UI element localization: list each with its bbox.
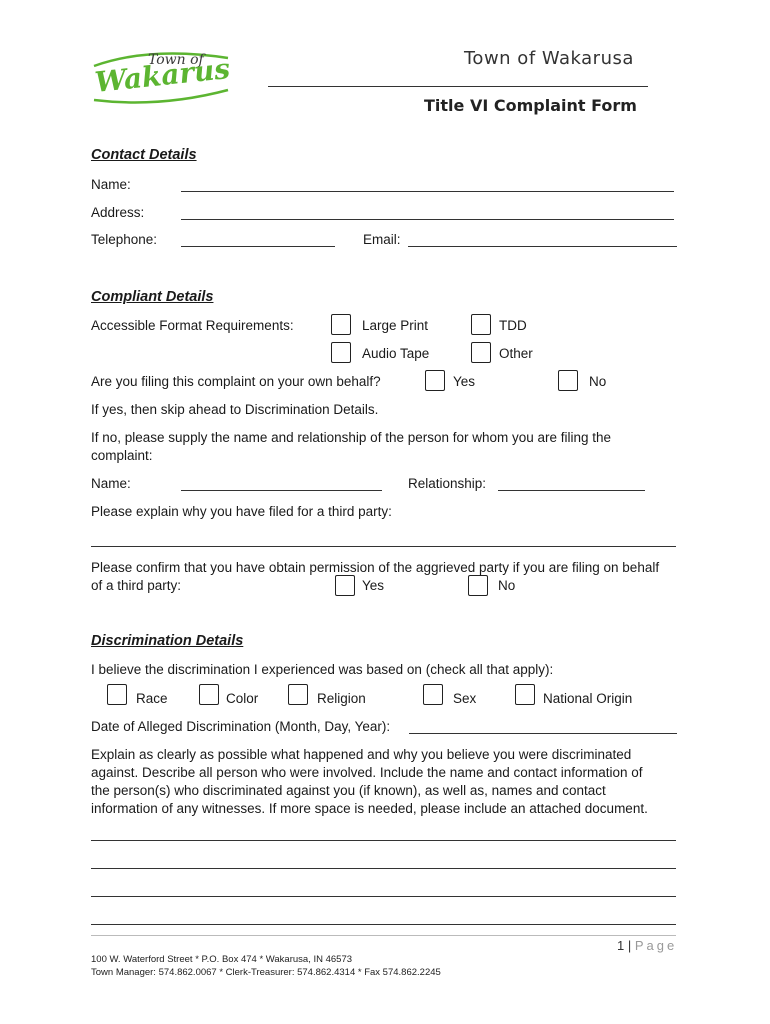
contact-name-label: Name: — [91, 177, 131, 192]
contact-telephone-field[interactable] — [181, 246, 335, 247]
explanation-line[interactable] — [91, 840, 676, 841]
tdd-label: TDD — [499, 318, 527, 333]
own-behalf-yes-checkbox[interactable] — [425, 370, 445, 391]
if-no-instruction-line2: complaint: — [91, 448, 153, 463]
other-format-checkbox[interactable] — [471, 342, 491, 363]
own-behalf-no-label: No — [589, 374, 607, 389]
if-no-instruction-line1: If no, please supply the name and relationship of the person for whom you are filing the — [91, 430, 612, 445]
explain-instruction-line1: Explain as clearly as possible what happened and why you believe you were discriminated — [91, 747, 632, 762]
color-checkbox[interactable] — [199, 684, 219, 705]
contact-name-field[interactable] — [181, 191, 674, 192]
town-name: Town of Wakarusa — [464, 48, 634, 69]
footer-contacts: Town Manager: 574.862.0067 * Clerk-Treasurer: 574.862.4314 * Fax 574.862.2245 — [91, 967, 441, 978]
date-of-discrimination-field[interactable] — [409, 733, 677, 734]
page-indicator — [617, 938, 677, 953]
contact-address-label: Address: — [91, 205, 145, 220]
page-word: Page — [634, 938, 678, 953]
compliant-section-title: Compliant Details — [91, 289, 214, 305]
religion-label: Religion — [317, 691, 366, 706]
permission-yes-label: Yes — [362, 578, 385, 593]
confirm-permission-line2: of a third party: — [91, 578, 182, 593]
contact-address-field[interactable] — [181, 219, 674, 220]
own-behalf-question: Are you filing this complaint on your own behalf? — [91, 374, 381, 389]
explain-third-party-label: Please explain why you have filed for a third party: — [91, 504, 392, 519]
permission-no-checkbox[interactable] — [468, 575, 488, 596]
audio-tape-label: Audio Tape — [362, 346, 430, 361]
large-print-checkbox[interactable] — [331, 314, 351, 335]
discrimination-basis-label: I believe the discrimination I experienced was based on (check all that apply): — [91, 662, 554, 677]
relationship-label: Relationship: — [408, 476, 487, 491]
sex-checkbox[interactable] — [423, 684, 443, 705]
large-print-label: Large Print — [362, 318, 429, 333]
if-yes-instruction: If yes, then skip ahead to Discrimination Details. — [91, 402, 379, 417]
page-number: 1 — [617, 938, 625, 953]
national-origin-label: National Origin — [543, 691, 633, 706]
explain-instruction-line2: against. Describe all person who were involved. Include the name and contact information of — [91, 765, 643, 780]
page-separator: | — [627, 938, 632, 953]
contact-email-label: Email: — [363, 232, 401, 247]
religion-checkbox[interactable] — [288, 684, 308, 705]
permission-yes-checkbox[interactable] — [335, 575, 355, 596]
audio-tape-checkbox[interactable] — [331, 342, 351, 363]
own-behalf-no-checkbox[interactable] — [558, 370, 578, 391]
race-label: Race — [136, 691, 168, 706]
relationship-field[interactable] — [498, 490, 645, 491]
logo-main-text: Wakarusa — [93, 50, 230, 99]
national-origin-checkbox[interactable] — [515, 684, 535, 705]
logo-top-text: Town of — [148, 52, 204, 68]
confirm-permission-line1: Please confirm that you have obtain permission of the aggrieved party if you are filing on behalf — [91, 560, 660, 575]
tdd-checkbox[interactable] — [471, 314, 491, 335]
contact-section-title: Contact Details — [91, 147, 197, 163]
footer-address: 100 W. Waterford Street * P.O. Box 474 * Wakarusa, IN 46573 — [91, 954, 353, 965]
explanation-line[interactable] — [91, 896, 676, 897]
explanation-line[interactable] — [91, 924, 676, 925]
explain-instruction-line3: the person(s) who discriminated against you (if known), as well as, names and contact — [91, 783, 606, 798]
race-checkbox[interactable] — [107, 684, 127, 705]
format-requirements-label: Accessible Format Requirements: — [91, 318, 294, 333]
date-of-discrimination-label: Date of Alleged Discrimination (Month, Day, Year): — [91, 719, 391, 734]
discrimination-section-title: Discrimination Details — [91, 633, 244, 649]
contact-email-field[interactable] — [408, 246, 677, 247]
explanation-line[interactable] — [91, 868, 676, 869]
header-rule — [268, 86, 648, 87]
own-behalf-yes-label: Yes — [453, 374, 476, 389]
explain-instruction-line4: information of any witnesses. If more space is needed, please include an attached document. — [91, 801, 648, 816]
color-label: Color — [226, 691, 259, 706]
contact-telephone-label: Telephone: — [91, 232, 158, 247]
town-logo — [90, 44, 230, 106]
sex-label: Sex — [453, 691, 477, 706]
footer-rule — [91, 935, 676, 936]
other-format-label: Other — [499, 346, 533, 361]
wakarusa-logo-graphic — [90, 44, 230, 106]
explain-third-party-field[interactable] — [91, 546, 676, 547]
permission-no-label: No — [498, 578, 516, 593]
form-title: Title VI Complaint Form — [424, 96, 637, 115]
third-party-name-label: Name: — [91, 476, 131, 491]
third-party-name-field[interactable] — [181, 490, 382, 491]
